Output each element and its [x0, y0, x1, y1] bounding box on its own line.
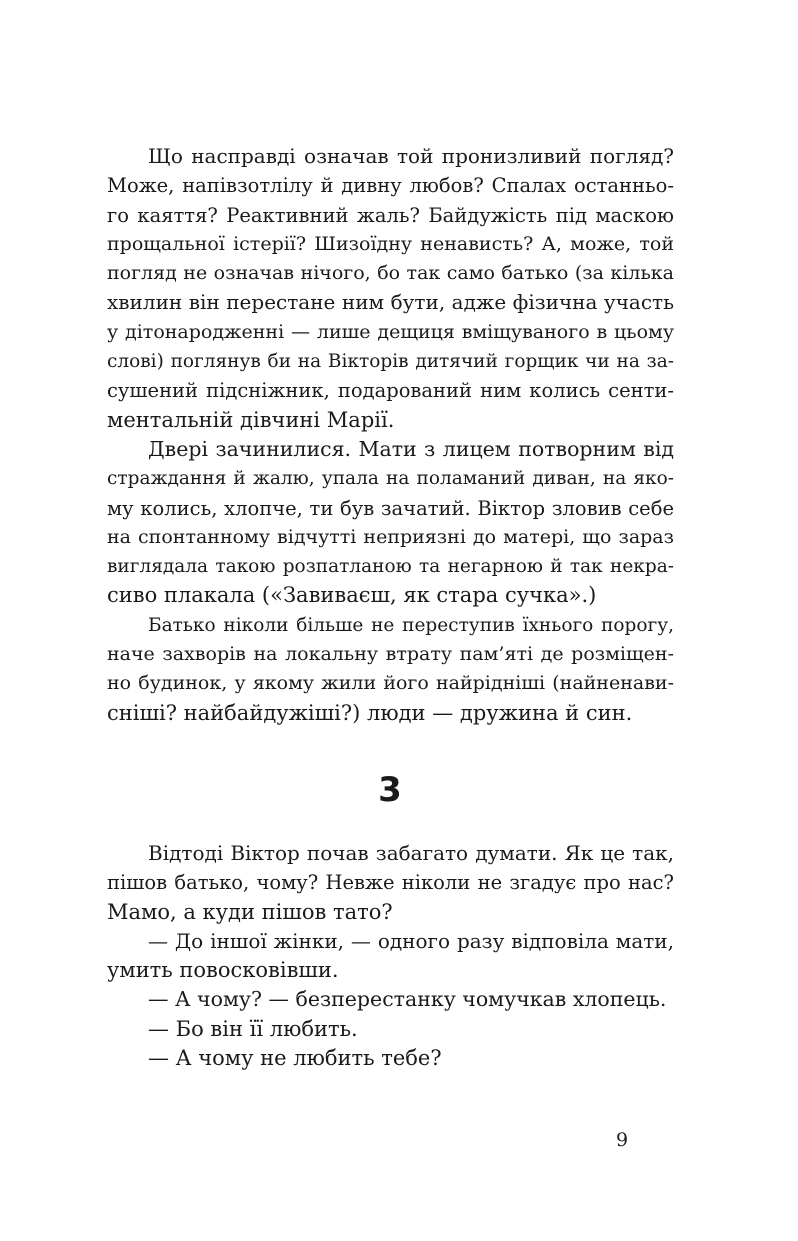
text-line: умить повосковівши.: [107, 958, 339, 983]
text-line: сиво плакала («Завиваєш, як стара сучка».): [107, 583, 597, 608]
text-line: слові) поглянув би на Вікторів дитячий горщик чи на за-: [107, 351, 674, 373]
text-line: сніші? найбайдужіші?) люди — дружина й син.: [107, 700, 633, 725]
text-line: пішов батько, чому? Невже ніколи не згадує про нас?: [107, 871, 674, 895]
text-line: у дітонародженні — лише дещиця вміщуваного в цьому: [107, 320, 674, 343]
page-number: 9: [616, 1129, 629, 1151]
text-line: — А чому не любить тебе?: [148, 1046, 442, 1071]
text-line: хвилин він перестане ним бути, адже фізична участь: [107, 290, 674, 315]
text-line: — Бо він її любить.: [148, 1016, 358, 1041]
text-line: Двері зачинилися. Мати з лицем потворним від: [148, 436, 674, 461]
text-line: страждання й жалю, упала на поламаний диван, на яко-: [107, 468, 674, 490]
text-line: ментальній дівчині Марії.: [107, 407, 395, 432]
main-text-section-2: [107, 839, 674, 1073]
text-line: сушений підсніжник, подарований ним колись сенти-: [107, 379, 674, 403]
text-line: на спонтанному відчутті неприязні до матері, що зараз: [107, 525, 674, 548]
text-line: Мамо, а куди пішов тато?: [107, 899, 393, 924]
text-line: — До іншої жінки, — одного разу відповіла мати,: [148, 928, 674, 953]
text-line: погляд не означав нічого, бо так само батько (за кілька: [107, 262, 674, 285]
main-text-section-1: [107, 142, 674, 728]
text-line: наче захворів на локальну втрату пам’яті де розміщен-: [107, 643, 674, 666]
text-line: но будинок, у якому жили його найрідніші (найненави-: [107, 672, 674, 695]
text-line: Може, напівзотлілу й дивну любов? Спалах останньо-: [107, 174, 674, 198]
text-line: му колись, хлопче, ти був зачатий. Віктор зловив себе: [107, 496, 674, 520]
chapter-heading: 3: [378, 770, 402, 810]
text-line: прощальної істерії? Шизоїдну ненависть? А, може, той: [107, 232, 674, 255]
text-line: Батько ніколи більше не переступив їхнього порогу,: [148, 614, 674, 636]
text-line: — А чому? — безперестанку чомучкав хлопець.: [148, 987, 667, 1012]
text-line: го каяття? Реактивний жаль? Байдужість під маскою: [107, 203, 674, 227]
text-line: Що насправді означав той пронизливий погляд?: [148, 144, 674, 168]
text-line: Відтоді Віктор почав забагато думати. Як це так,: [148, 841, 674, 865]
text-line: виглядала такою розпатланою та негарною й так некра-: [107, 556, 674, 578]
